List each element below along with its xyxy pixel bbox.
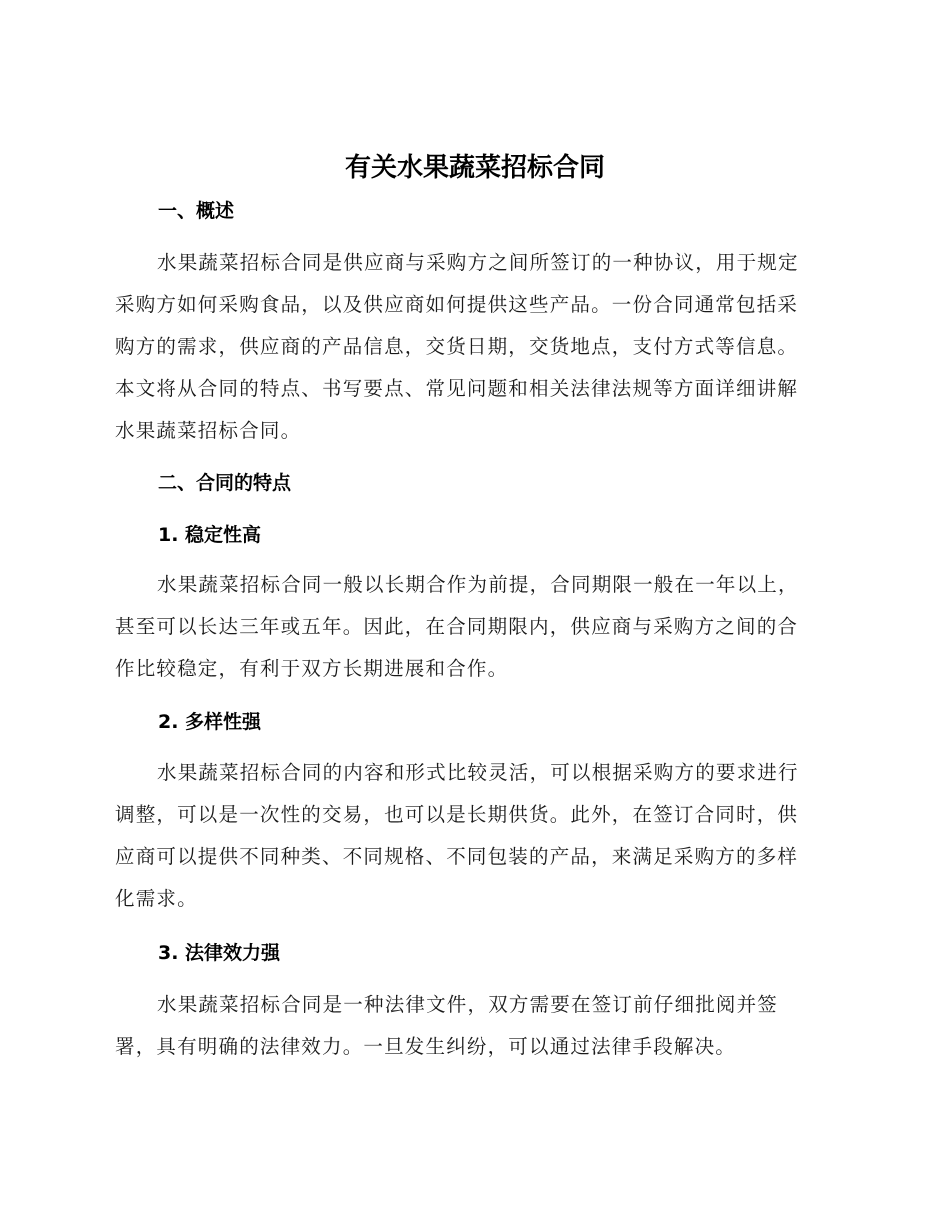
subheading-legal-effect: 3. 法律效力强 bbox=[158, 942, 281, 964]
document-title: 有关水果蔬菜招标合同 bbox=[344, 153, 605, 183]
paragraph-legal-effect bbox=[115, 984, 835, 1068]
paragraph-overview bbox=[115, 242, 835, 452]
section-heading-features: 二、合同的特点 bbox=[158, 472, 292, 494]
paragraph-line: 调整，可以是一次性的交易，也可以是长期供货。此外，在签订合同时，供 bbox=[115, 803, 799, 826]
paragraph-line: 采购方如何采购食品，以及供应商如何提供这些产品。一份合同通常包括采 bbox=[115, 293, 799, 316]
paragraph-line: 水果蔬菜招标合同一般以长期合作为前提，合同期限一般在一年以上， bbox=[157, 573, 799, 596]
paragraph-line: 水果蔬菜招标合同是供应商与采购方之间所签订的一种协议，用于规定 bbox=[157, 251, 799, 274]
paragraph-line: 甚至可以长达三年或五年。因此，在合同期限内，供应商与采购方之间的合 bbox=[115, 615, 799, 638]
paragraph-line: 作比较稳定，有利于双方长期进展和合作。 bbox=[115, 657, 509, 680]
paragraph-diversity bbox=[115, 752, 835, 920]
paragraph-stability bbox=[115, 564, 835, 690]
paragraph-line: 水果蔬菜招标合同是一种法律文件，双方需要在签订前仔细批阅并签 bbox=[157, 993, 779, 1016]
subheading-stability: 1. 稳定性高 bbox=[158, 524, 262, 546]
paragraph-line: 化需求。 bbox=[115, 887, 198, 910]
paragraph-line: 应商可以提供不同种类、不同规格、不同包装的产品，来满足采购方的多样 bbox=[115, 845, 799, 868]
paragraph-line: 水果蔬菜招标合同的内容和形式比较灵活，可以根据采购方的要求进行 bbox=[157, 761, 799, 784]
paragraph-line: 署，具有明确的法律效力。一旦发生纠纷，可以通过法律手段解决。 bbox=[115, 1035, 737, 1058]
paragraph-line: 购方的需求，供应商的产品信息，交货日期，交货地点，支付方式等信息。 bbox=[115, 335, 799, 358]
paragraph-line: 本文将从合同的特点、书写要点、常见问题和相关法律法规等方面详细讲解 bbox=[115, 377, 799, 400]
paragraph-line: 水果蔬菜招标合同。 bbox=[115, 419, 302, 442]
subheading-diversity: 2. 多样性强 bbox=[158, 711, 262, 733]
section-heading-overview: 一、概述 bbox=[158, 200, 235, 222]
